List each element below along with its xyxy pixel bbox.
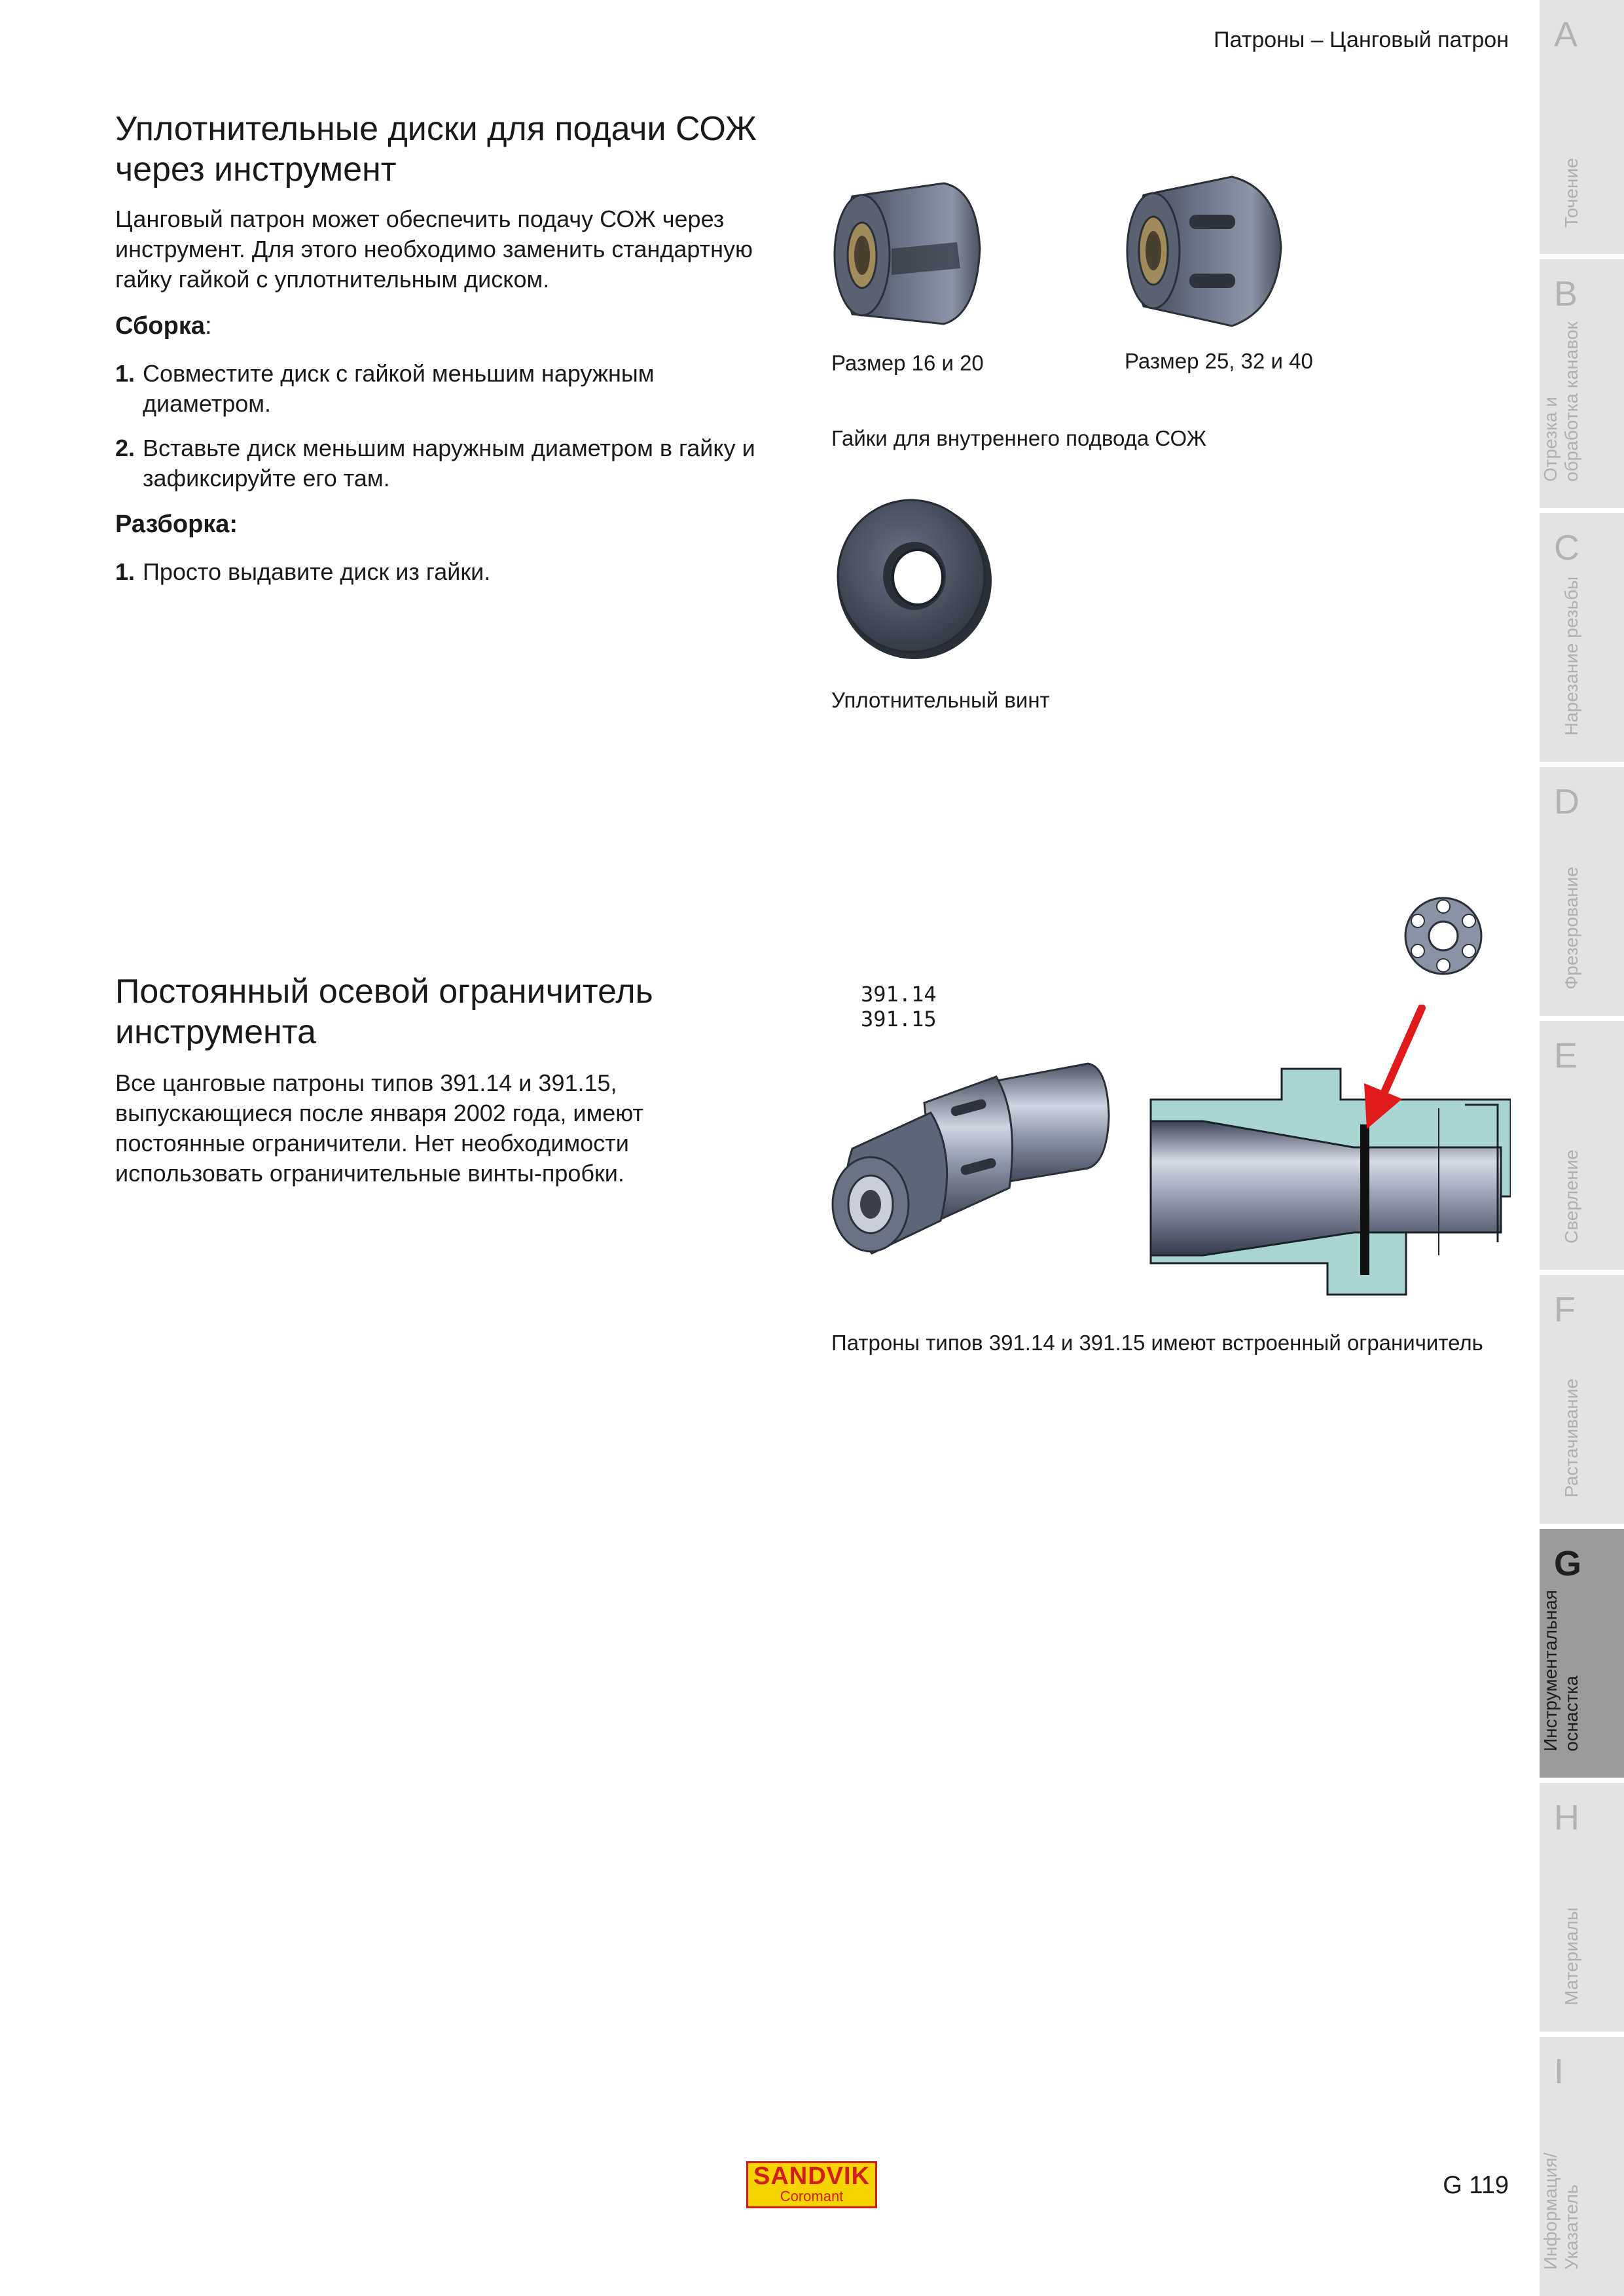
caption-nuts: Гайки для внутреннего подвода СОЖ	[831, 426, 1206, 450]
paragraph-line: гайку гайкой с уплотнительным диском.	[115, 266, 550, 293]
caption-size-small: Размер 16 и 20	[831, 351, 984, 375]
assembly-label: Сборка	[115, 312, 205, 340]
tab-label: Точение	[1561, 158, 1581, 228]
section2-caption: Патроны типов 391.14 и 391.15 имеют встроенный ограничитель	[831, 1331, 1483, 1355]
step-number: 1.	[115, 360, 135, 387]
tab-label: Отрезка и обработка канавок	[1540, 321, 1581, 482]
list-item	[115, 557, 809, 587]
tab-label: Материалы	[1561, 1907, 1581, 2005]
list-item	[115, 359, 809, 419]
paragraph-line: постоянные ограничители. Нет необходимости	[115, 1130, 629, 1157]
section2-heading	[115, 971, 803, 1052]
heading-line: Постоянный осевой ограничитель	[115, 973, 653, 1011]
tab-letter: A	[1554, 15, 1578, 54]
step-text: диаметром.	[143, 390, 271, 417]
running-header: Патроны – Цанговый патрон	[1214, 27, 1509, 52]
assembly-colon: :	[205, 312, 212, 340]
tab-letter: I	[1554, 2052, 1564, 2091]
sandvik-coromant-logo	[746, 2161, 877, 2208]
tab-threading[interactable]	[1540, 513, 1624, 767]
step-number: 1.	[115, 558, 135, 585]
tab-letter: C	[1554, 528, 1579, 567]
step-text: зафиксируйте его там.	[143, 465, 390, 492]
heading-line: Уплотнительные диски для подачи СОЖ	[115, 110, 757, 148]
section2-body	[115, 1068, 803, 1189]
tab-letter: H	[1554, 1798, 1579, 1837]
assembly-step-list	[115, 359, 809, 493]
tab-drilling[interactable]	[1540, 1021, 1624, 1275]
caption-size-large: Размер 25, 32 и 40	[1125, 349, 1313, 373]
section1-intro	[115, 204, 803, 295]
tab-tooling-systems[interactable]	[1540, 1529, 1624, 1783]
stop-washer-image	[1401, 893, 1486, 978]
tab-boring[interactable]	[1540, 1275, 1624, 1529]
section1-heading	[115, 109, 803, 190]
paragraph-line: Цанговый патрон может обеспечить подачу СОЖ через	[115, 206, 725, 232]
heading-line: через инструмент	[115, 151, 397, 188]
tab-label: Нарезание резьбы	[1561, 576, 1581, 736]
step-text: Просто выдавите диск из гайки.	[143, 558, 491, 585]
page-number: G 119	[1443, 2172, 1509, 2199]
section-tabs	[1540, 0, 1624, 2296]
tab-letter: B	[1554, 274, 1578, 314]
disassembly-step-list	[115, 557, 809, 587]
type-code: 391.15	[861, 1007, 937, 1031]
type-code: 391.14	[861, 982, 937, 1007]
collet-nut-grooved-image	[1121, 169, 1291, 332]
tab-label: Сверление	[1561, 1149, 1581, 1244]
collet-nut-slotted-image	[826, 177, 990, 337]
step-text: Совместите диск с гайкой меньшим наружным	[143, 360, 655, 387]
assembly-subheading	[115, 312, 212, 340]
tab-letter: D	[1554, 782, 1579, 821]
tab-label: Растачивание	[1561, 1378, 1581, 1498]
tab-milling[interactable]	[1540, 767, 1624, 1021]
tab-information-index[interactable]	[1540, 2037, 1624, 2296]
tab-letter: F	[1554, 1290, 1576, 1329]
paragraph-line: использовать ограничительные винты-пробки.	[115, 1160, 624, 1187]
paragraph-line: Все цанговые патроны типов 391.14 и 391.15,	[115, 1069, 617, 1096]
heading-line: инструмента	[115, 1013, 316, 1051]
step-text: Вставьте диск меньшим наружным диаметром в гайку и	[143, 435, 755, 461]
logo-text: Coromant	[780, 2188, 844, 2204]
tab-label: Инструментальная оснастка	[1540, 1590, 1581, 1751]
paragraph-line: выпускающиеся после января 2002 года, имеют	[115, 1100, 643, 1126]
logo-text: SANDVIK	[753, 2162, 871, 2190]
disassembly-subheading: Разборка:	[115, 511, 238, 538]
collet-chuck-image	[826, 1057, 1114, 1273]
tab-turning[interactable]	[1540, 0, 1624, 259]
tab-letter: E	[1554, 1036, 1578, 1075]
tab-letter: G	[1554, 1544, 1582, 1583]
tab-label: Фрезерование	[1561, 867, 1581, 990]
tab-materials[interactable]	[1540, 1783, 1624, 2037]
tab-parting-grooving[interactable]	[1540, 259, 1624, 513]
chuck-cross-section-image	[1144, 1059, 1511, 1298]
list-item	[115, 433, 809, 493]
step-number: 2.	[115, 435, 135, 461]
paragraph-line: инструмент. Для этого необходимо заменить стандартную	[115, 236, 753, 262]
sealing-disc-image	[826, 492, 996, 662]
tab-label: Информация/ Указатель	[1540, 2152, 1581, 2270]
red-arrow-icon	[1355, 1005, 1447, 1136]
caption-screw: Уплотнительный винт	[831, 688, 1050, 712]
